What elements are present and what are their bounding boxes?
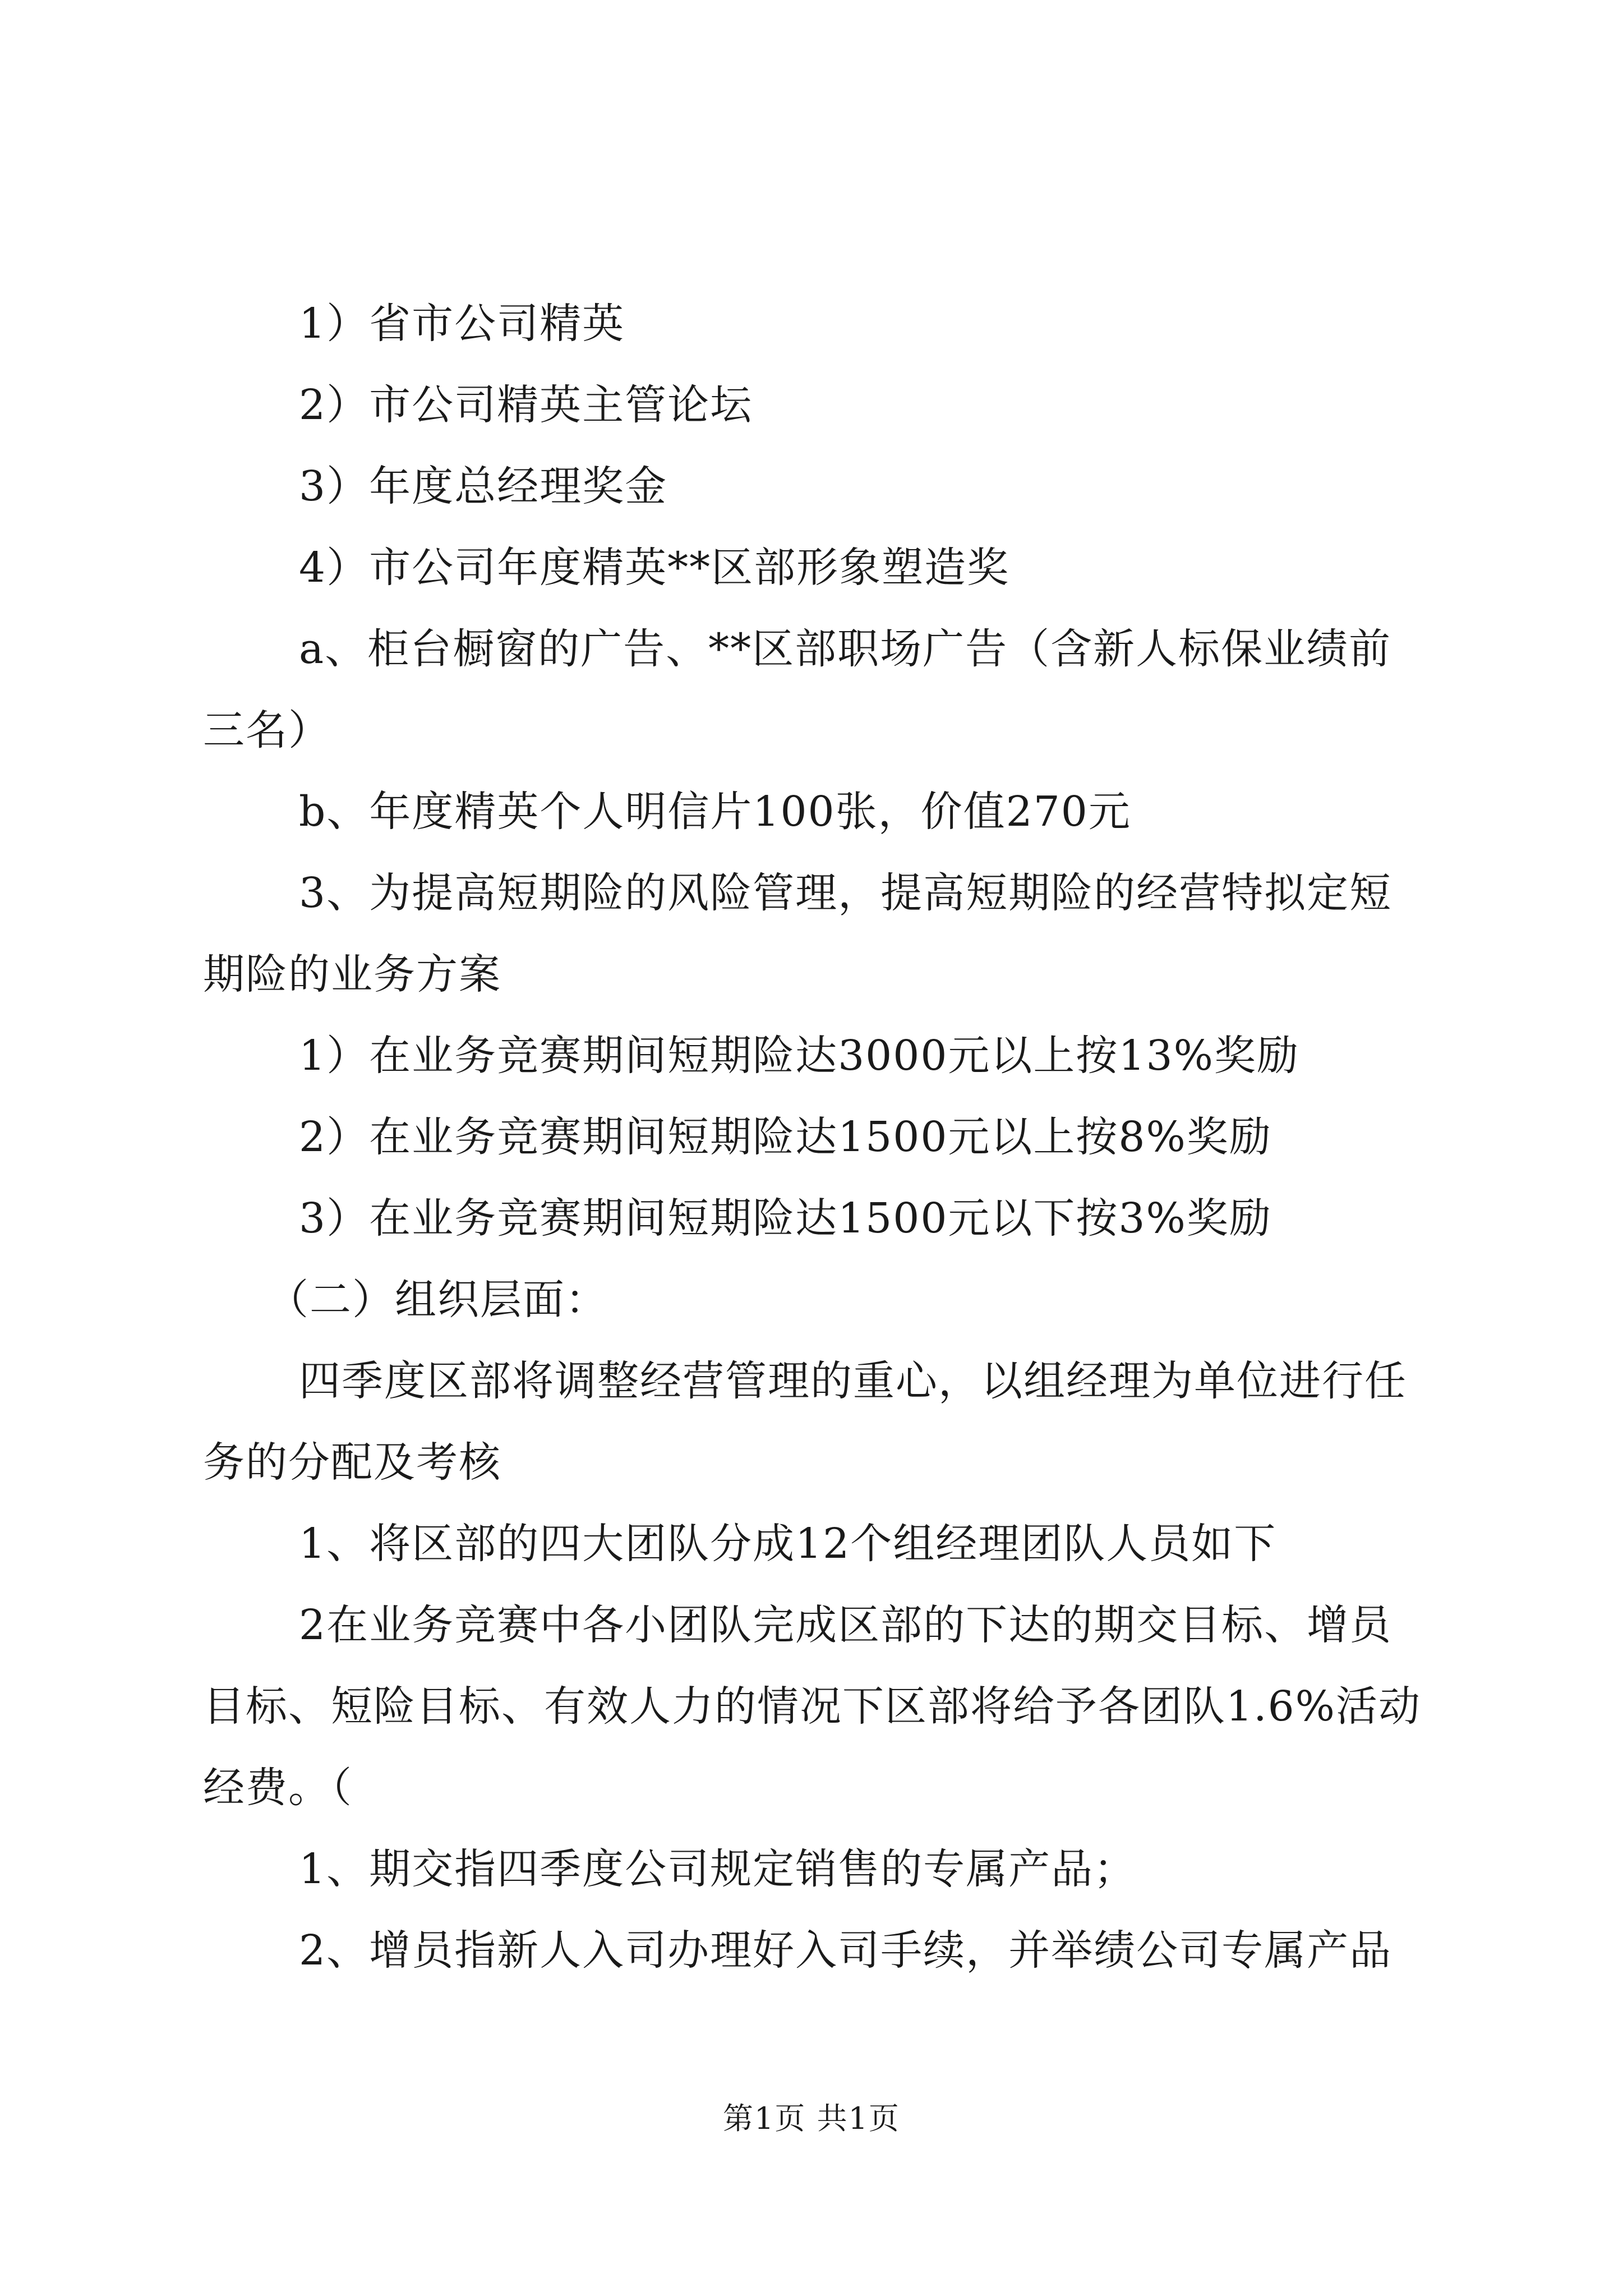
paragraph-9: 2）在业务竞赛期间短期险达1500元以上按8%奖励 [299,1113,1272,1161]
paragraph-12: 四季度区部将调整经营管理的重心，以组经理为单位进行任务的分配及考核 [203,1357,1407,1487]
document-body [203,283,1423,1991]
paragraph-4: 4）市公司年度精英**区部形象塑造奖 [299,544,1010,592]
section-heading: （二）组织层面： [267,1276,608,1324]
paragraph-1: 1）省市公司精英 [299,300,625,348]
paragraph-6: b、年度精英个人明信片100张，价值270元 [299,788,1131,836]
paragraph-16: 2、增员指新人入司办理好入司手续，并举绩公司专属产品 [299,1926,1393,1975]
page-footer [0,2099,1623,2138]
paragraph-15: 1、期交指四季度公司规定销售的专属产品； [299,1845,1137,1893]
page-number: 第1页 共1页 [723,2101,900,2136]
paragraph-5: a、柜台橱窗的广告、**区部职场广告（含新人标保业绩前三名） [203,625,1392,754]
paragraph-14: 2在业务竞赛中各小团队完成区部的下达的期交目标、增员目标、短险目标、有效人力的情况下区部将给予各团队1.6%活动经费。（ [203,1601,1421,1812]
paragraph-8: 1）在业务竞赛期间短期险达3000元以上按13%奖励 [299,1032,1299,1080]
paragraph-3: 3）年度总经理奖金 [299,462,668,510]
paragraph-13: 1、将区部的四大团队分成12个组经理团队人员如下 [299,1520,1277,1568]
paragraph-10: 3）在业务竞赛期间短期险达1500元以下按3%奖励 [299,1194,1272,1243]
paragraph-2: 2）市公司精英主管论坛 [299,381,753,429]
paragraph-7: 3、为提高短期险的风险管理，提高短期险的经营特拟定短期险的业务方案 [203,869,1393,999]
